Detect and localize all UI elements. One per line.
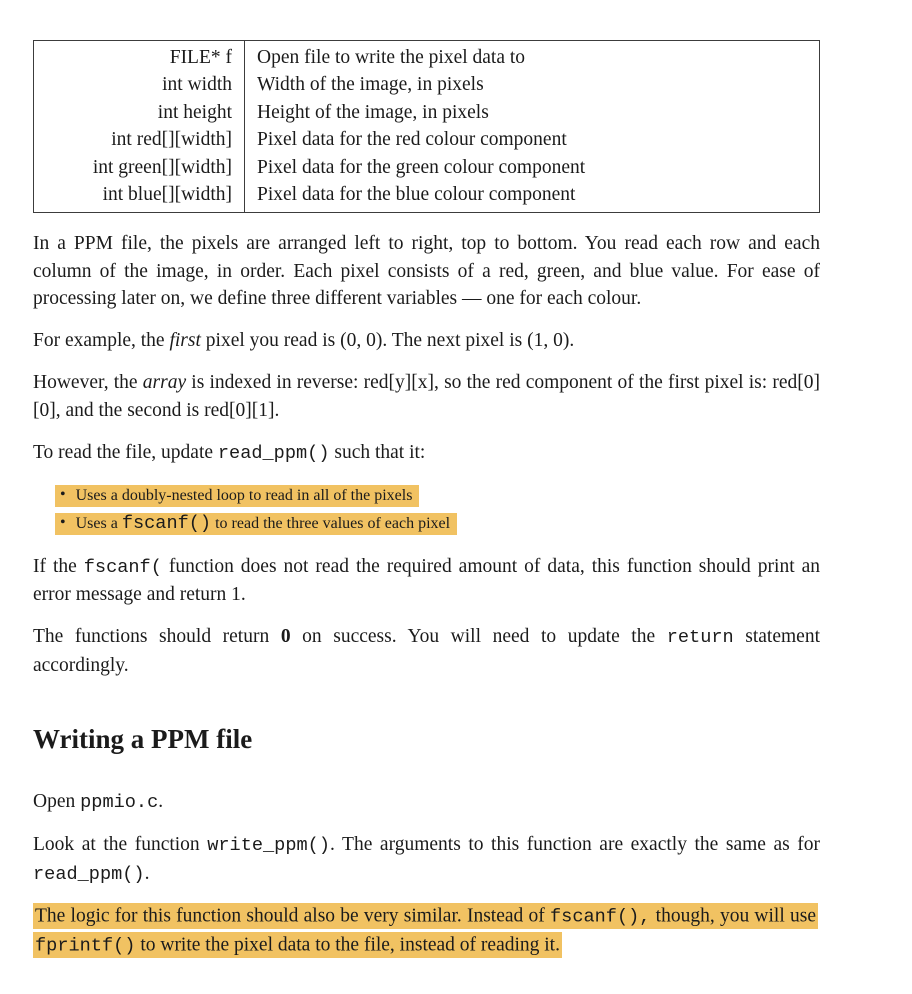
text-run: . The arguments to this function are exactly the same as for	[329, 834, 821, 856]
description-cell: Width of the image, in pixels	[257, 74, 484, 96]
paragraph	[33, 230, 820, 313]
italic-text: array	[142, 372, 187, 394]
param-cell: int red[][width]	[34, 126, 245, 153]
description-cell: Pixel data for the red colour component	[257, 129, 567, 151]
code-span: fprintf()	[35, 935, 136, 957]
param-cell: int green[][width]	[34, 154, 245, 181]
param-cell: FILE* f	[34, 41, 245, 72]
table-row	[34, 71, 820, 98]
table-row	[34, 126, 820, 153]
text-run: is indexed in reverse: red[y][x], so the red component of the first pixel is: red[0][0], and the second is red[0][1].	[33, 372, 821, 421]
text-run: The functions should return	[33, 626, 281, 648]
code-span: write_ppm()	[207, 835, 330, 857]
table-row	[34, 99, 820, 126]
param-cell: int height	[34, 99, 245, 126]
description-cell: Open file to write the pixel data to	[257, 47, 526, 68]
highlight-span	[33, 903, 818, 958]
bullet-item	[55, 482, 820, 510]
section-heading: Writing a PPM file	[33, 724, 253, 755]
paragraph	[33, 327, 820, 355]
table-row	[34, 181, 820, 213]
paragraph	[33, 831, 820, 888]
bullet-list	[55, 482, 820, 538]
code-span: fscanf()	[121, 513, 212, 535]
highlight-span	[55, 485, 419, 507]
highlighted-paragraph	[33, 903, 820, 960]
bullet-icon: •	[60, 514, 66, 532]
code-span: read_ppm()	[33, 863, 145, 885]
text-run: Uses a doubly-nested loop to read in all of the pixels	[75, 486, 413, 504]
bullet-icon: •	[60, 485, 66, 503]
paragraph	[33, 369, 820, 424]
code-span: return	[666, 627, 734, 649]
table-row	[34, 41, 820, 72]
text-run: Open	[33, 791, 81, 813]
text-run: .	[158, 791, 164, 813]
text-run: For example, the	[33, 330, 170, 352]
description-cell: Height of the image, in pixels	[257, 101, 489, 123]
param-cell: int blue[][width]	[34, 181, 245, 213]
text-run: pixel you read is (0, 0). The next pixel is (1, 0).	[200, 330, 575, 352]
document-content	[33, 230, 820, 959]
paragraph	[33, 553, 820, 609]
highlight-span	[55, 513, 457, 535]
bold-text: 0	[280, 626, 291, 648]
bullet-item	[55, 510, 820, 538]
paragraph	[33, 439, 820, 468]
text-run: Uses a	[75, 515, 122, 533]
code-span: read_ppm()	[217, 442, 330, 464]
italic-text: first	[169, 330, 201, 352]
text-run: statement accordingly.	[33, 626, 820, 676]
code-span: fscanf(	[83, 556, 162, 578]
paragraph	[33, 623, 820, 679]
text-run: The logic for this function should also be very similar. Instead of	[35, 905, 550, 927]
description-cell: Pixel data for the green colour component	[257, 156, 586, 178]
code-span: fscanf(),	[550, 906, 651, 928]
text-run: to write the pixel data to the file, instead of reading it.	[135, 934, 560, 956]
text-run: However, the	[33, 372, 143, 394]
text-run: function does not read the required amount of data, this function should print an error message and return 1.	[33, 555, 820, 606]
text-run: to read the three values of each pixel	[211, 515, 451, 533]
text-run: To read the file, update	[33, 441, 218, 463]
text-run: such that it:	[329, 441, 426, 463]
param-table	[33, 40, 820, 213]
text-run: .	[144, 862, 150, 884]
text-run: In a PPM file, the pixels are arranged left to right, top to bottom. You read each row and each column of the image, in order. Each pixel consists of a red, green, and blue value. For ease of processing later on, we define three different variables — one for each colour.	[33, 233, 820, 310]
text-run: though, you will use	[650, 905, 816, 927]
paragraph	[33, 788, 820, 817]
text-run: on success. You will need to update the	[290, 626, 667, 648]
text-run: Look at the function	[33, 834, 208, 856]
param-cell: int width	[34, 71, 245, 98]
text-run: If the	[33, 555, 84, 577]
table-row	[34, 154, 820, 181]
param-table-body	[34, 41, 820, 213]
description-cell: Pixel data for the blue colour component	[257, 184, 576, 206]
code-span: ppmio.c	[80, 792, 159, 814]
